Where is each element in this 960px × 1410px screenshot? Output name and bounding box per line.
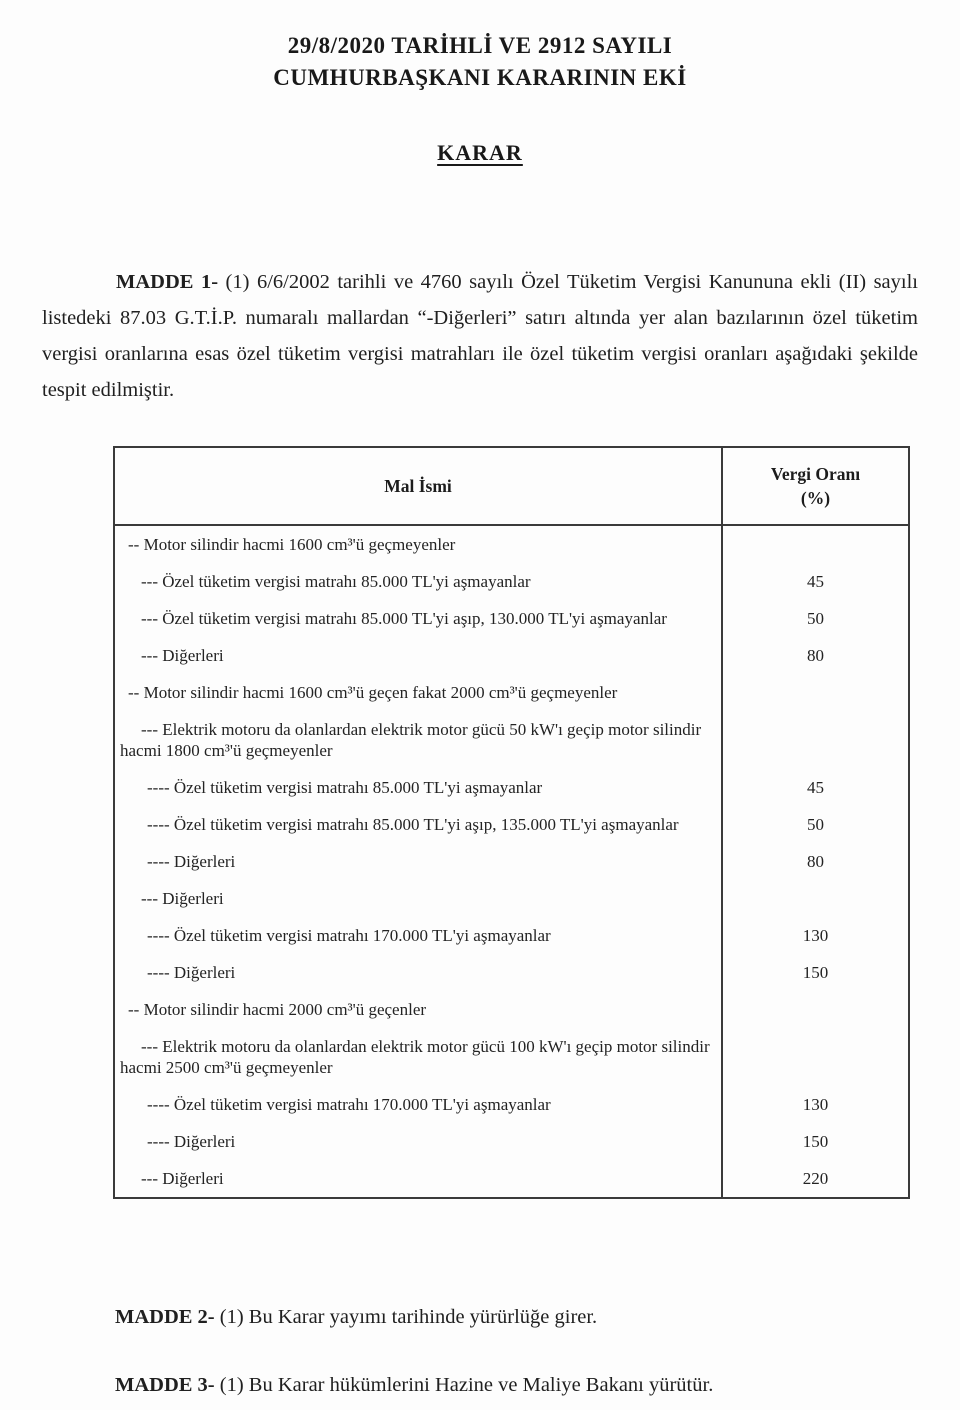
row-name: --- Diğerleri: [114, 880, 722, 917]
tax-rate-table: [113, 446, 910, 1199]
tax-rate-table-container: [113, 446, 908, 1199]
row-name: --- Diğerleri: [114, 637, 722, 674]
column-header-vergi-orani-line2: (%): [800, 488, 831, 508]
row-rate: [722, 525, 909, 563]
table-row: [114, 600, 909, 637]
row-rate: 45: [807, 572, 824, 591]
article-1-label: MADDE 1-: [116, 271, 219, 293]
table-row: [114, 637, 909, 674]
row-name: --- Elektrik motoru da olanlardan elektrik motor gücü 100 kW'ı geçip motor silindir hacmi 2500 cm³'ü geçmeyenler: [114, 1028, 722, 1086]
table-row: [114, 1028, 909, 1086]
row-name: --- Elektrik motoru da olanlardan elektrik motor gücü 50 kW'ı geçip motor silindir hacmi 1800 cm³'ü geçmeyenler: [114, 711, 722, 769]
article-2-text: (1) Bu Karar yayımı tarihinde yürürlüğe girer.: [214, 1306, 598, 1328]
row-name: ---- Özel tüketim vergisi matrahı 85.000 TL'yi aşmayanlar: [114, 769, 722, 806]
row-name: ---- Özel tüketim vergisi matrahı 170.000 TL'yi aşmayanlar: [114, 1086, 722, 1123]
row-rate: [722, 711, 909, 769]
row-rate: 80: [807, 852, 824, 871]
column-header-vergi-orani: [722, 447, 909, 525]
table-row: [114, 674, 909, 711]
row-rate: 220: [802, 1169, 829, 1188]
article-2-label: MADDE 2-: [115, 1306, 215, 1328]
row-rate: 150: [802, 1132, 829, 1151]
row-rate: 80: [807, 646, 824, 665]
document-title-line1: 29/8/2020 TARİHLİ VE 2912 SAYILI: [287, 33, 673, 58]
column-header-vergi-orani-line1: Vergi Oranı: [770, 464, 861, 484]
row-name: --- Özel tüketim vergisi matrahı 85.000 TL'yi aşmayanlar: [114, 563, 722, 600]
row-rate: 150: [802, 963, 829, 982]
row-rate: [722, 880, 909, 917]
table-row: [114, 917, 909, 954]
row-rate: [722, 1028, 909, 1086]
row-name: --- Diğerleri: [114, 1160, 722, 1198]
row-name: -- Motor silindir hacmi 2000 cm³'ü geçenler: [114, 991, 722, 1028]
table-row: [114, 843, 909, 880]
article-1-text: (1) 6/6/2002 tarihli ve 4760 sayılı Özel Tüketim Vergisi Kanununa ekli (II) sayılı listedeki 87.03 G.T.İ.P. numaralı mallardan “-Diğerleri” satırı altında yer alan bazılarının özel tüketim vergisi oranlarına esas özel tüketim vergisi matrahları ile özel tüketim vergisi oranları aşağıdaki şekilde tespit edilmiştir.: [42, 271, 918, 401]
article-3-paragraph: [115, 1371, 918, 1399]
document-title-line2: CUMHURBAŞKANI KARARININ EKİ: [273, 65, 687, 90]
decision-heading: [0, 140, 960, 166]
table-row: [114, 525, 909, 563]
table-row: [114, 563, 909, 600]
row-name: --- Özel tüketim vergisi matrahı 85.000 TL'yi aşıp, 130.000 TL'yi aşmayanlar: [114, 600, 722, 637]
article-2-paragraph: [115, 1303, 918, 1331]
table-row: [114, 711, 909, 769]
row-name: -- Motor silindir hacmi 1600 cm³'ü geçen fakat 2000 cm³'ü geçmeyenler: [114, 674, 722, 711]
article-3-text: (1) Bu Karar hükümlerini Hazine ve Maliye Bakanı yürütür.: [214, 1374, 714, 1396]
table-row: [114, 1160, 909, 1198]
table-row: [114, 880, 909, 917]
row-rate: 130: [802, 926, 829, 945]
table-row: [114, 1086, 909, 1123]
row-name: ---- Özel tüketim vergisi matrahı 170.000 TL'yi aşmayanlar: [114, 917, 722, 954]
row-rate: 50: [807, 609, 824, 628]
row-name: ---- Diğerleri: [114, 843, 722, 880]
table-header-row: [114, 447, 909, 525]
article-1-paragraph: [42, 264, 918, 408]
row-rate: 50: [807, 815, 824, 834]
row-rate: [722, 674, 909, 711]
row-name: -- Motor silindir hacmi 1600 cm³'ü geçmeyenler: [114, 525, 722, 563]
column-header-mal-ismi: Mal İsmi: [114, 447, 722, 525]
table-row: [114, 769, 909, 806]
table-row: [114, 954, 909, 991]
row-name: ---- Diğerleri: [114, 1123, 722, 1160]
table-row: [114, 806, 909, 843]
decision-heading-text: KARAR: [437, 140, 523, 165]
article-3-label: MADDE 3-: [115, 1374, 215, 1396]
row-name: ---- Özel tüketim vergisi matrahı 85.000 TL'yi aşıp, 135.000 TL'yi aşmayanlar: [114, 806, 722, 843]
row-rate: 45: [807, 778, 824, 797]
row-rate: 130: [802, 1095, 829, 1114]
document-title: [0, 30, 960, 94]
table-row: [114, 1123, 909, 1160]
row-name: ---- Diğerleri: [114, 954, 722, 991]
table-row: [114, 991, 909, 1028]
row-rate: [722, 991, 909, 1028]
